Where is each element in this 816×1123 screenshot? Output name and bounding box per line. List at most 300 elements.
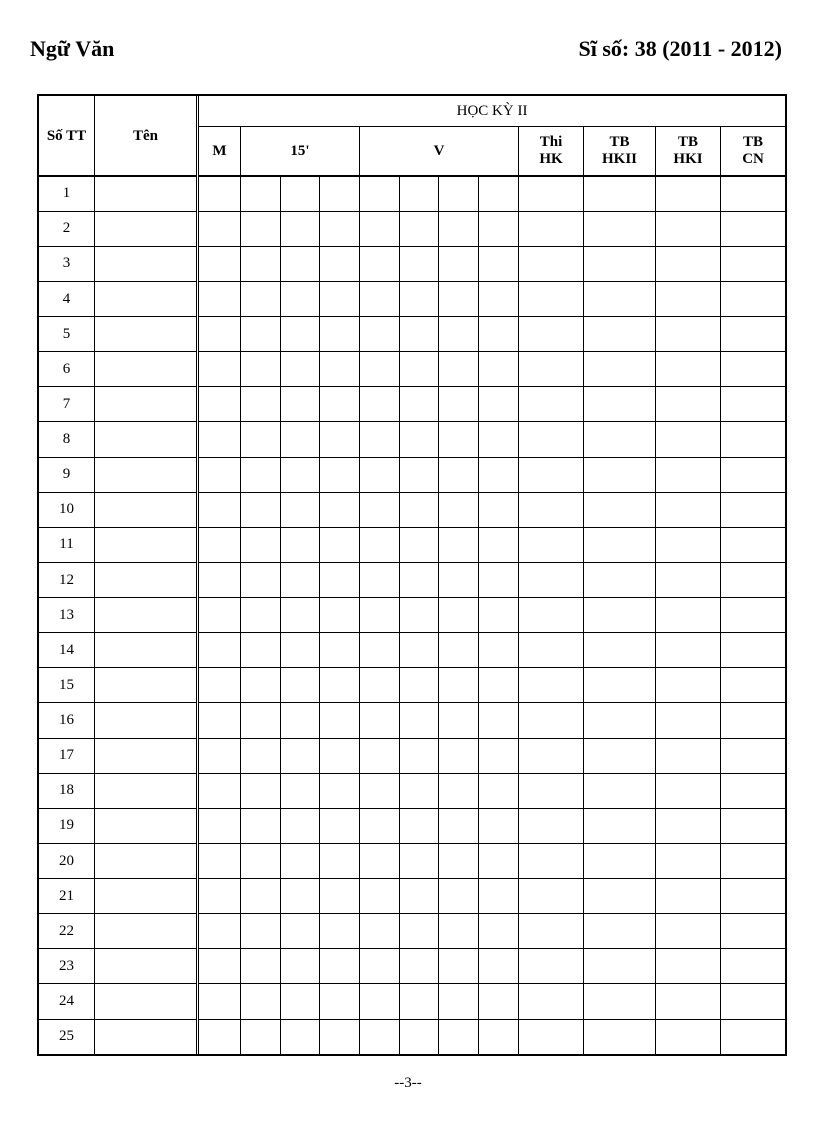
grade-cell — [198, 984, 241, 1019]
grade-cell — [400, 598, 439, 633]
table-row — [39, 317, 786, 352]
table-row — [39, 738, 786, 773]
grade-cell — [360, 387, 400, 422]
grade-cell — [400, 914, 439, 949]
grade-cell — [281, 527, 320, 562]
grade-cell — [439, 176, 479, 211]
grade-cell — [241, 843, 281, 878]
row-number: 15 — [39, 668, 95, 703]
grade-cell — [439, 492, 479, 527]
grade-cell — [439, 914, 479, 949]
grade-cell — [400, 317, 439, 352]
grade-cell — [320, 457, 360, 492]
grade-cell — [360, 422, 400, 457]
row-number: 11 — [39, 527, 95, 562]
grade-cell — [400, 668, 439, 703]
grade-cell — [320, 738, 360, 773]
grade-cell — [479, 211, 519, 246]
grade-cell — [519, 879, 584, 914]
grade-cell — [198, 352, 241, 387]
row-number: 6 — [39, 352, 95, 387]
grade-cell — [479, 633, 519, 668]
grade-cell — [721, 387, 786, 422]
grade-cell — [584, 949, 656, 984]
grade-cell — [584, 352, 656, 387]
grade-cell — [241, 387, 281, 422]
grade-cell — [320, 949, 360, 984]
name-cell — [95, 422, 198, 457]
col-tb-cn-line2: CN — [742, 151, 764, 168]
grade-cell — [198, 808, 241, 843]
col-tb-hkii-line1: TB — [609, 134, 630, 151]
grade-cell — [584, 738, 656, 773]
grade-cell — [479, 703, 519, 738]
grade-cell — [519, 211, 584, 246]
grade-cell — [281, 598, 320, 633]
grade-cell — [519, 527, 584, 562]
grade-cell — [281, 668, 320, 703]
grade-cell — [479, 773, 519, 808]
row-number: 12 — [39, 562, 95, 597]
grade-cell — [439, 562, 479, 597]
name-cell — [95, 668, 198, 703]
table-row — [39, 633, 786, 668]
grade-cell — [519, 598, 584, 633]
grade-cell — [721, 176, 786, 211]
grade-cell — [400, 633, 439, 668]
grade-cell — [281, 914, 320, 949]
grade-cell — [721, 527, 786, 562]
grade-cell — [584, 281, 656, 316]
grade-cell — [479, 668, 519, 703]
grade-cell — [584, 879, 656, 914]
grade-cell — [241, 633, 281, 668]
grade-cell — [281, 422, 320, 457]
table-row — [39, 984, 786, 1019]
grade-cell — [360, 527, 400, 562]
grade-cell — [241, 738, 281, 773]
grade-cell — [360, 562, 400, 597]
page-number: --3-- — [394, 1075, 422, 1091]
row-number: 8 — [39, 422, 95, 457]
name-cell — [95, 387, 198, 422]
grade-cell — [320, 281, 360, 316]
grade-table — [38, 95, 786, 1055]
row-number: 7 — [39, 387, 95, 422]
grade-cell — [721, 984, 786, 1019]
grade-cell — [400, 387, 439, 422]
grade-cell — [656, 422, 721, 457]
grade-cell — [584, 527, 656, 562]
grade-cell — [400, 457, 439, 492]
grade-cell — [519, 562, 584, 597]
grade-cell — [721, 492, 786, 527]
grade-cell — [198, 843, 241, 878]
grade-cell — [241, 879, 281, 914]
grade-cell — [479, 1019, 519, 1054]
table-row — [39, 387, 786, 422]
grade-cell — [360, 738, 400, 773]
grade-cell — [241, 949, 281, 984]
grade-cell — [198, 246, 241, 281]
name-cell — [95, 703, 198, 738]
grade-cell — [241, 422, 281, 457]
grade-cell — [320, 633, 360, 668]
grade-cell — [241, 598, 281, 633]
grade-cell — [479, 808, 519, 843]
col-tb-hkii-header — [584, 127, 656, 177]
row-number: 13 — [39, 598, 95, 633]
grade-cell — [584, 598, 656, 633]
grade-cell — [479, 562, 519, 597]
grade-cell — [584, 703, 656, 738]
col-tb-hki-header — [656, 127, 721, 177]
grade-cell — [479, 492, 519, 527]
grade-cell — [656, 633, 721, 668]
grade-cell — [656, 387, 721, 422]
grade-cell — [584, 843, 656, 878]
grade-cell — [360, 808, 400, 843]
grade-cell — [584, 457, 656, 492]
grade-cell — [584, 246, 656, 281]
grade-cell — [400, 527, 439, 562]
table-row — [39, 246, 786, 281]
grade-cell — [584, 1019, 656, 1054]
name-cell — [95, 633, 198, 668]
grade-cell — [241, 211, 281, 246]
grade-cell — [584, 984, 656, 1019]
grade-cell — [479, 914, 519, 949]
grade-cell — [584, 492, 656, 527]
grade-cell — [198, 492, 241, 527]
grade-cell — [479, 984, 519, 1019]
grade-cell — [281, 352, 320, 387]
grade-cell — [360, 703, 400, 738]
table-row — [39, 422, 786, 457]
grade-cell — [721, 738, 786, 773]
grade-cell — [721, 843, 786, 878]
grade-cell — [439, 422, 479, 457]
grade-cell — [281, 281, 320, 316]
grade-cell — [519, 703, 584, 738]
grade-cell — [281, 984, 320, 1019]
grade-cell — [656, 281, 721, 316]
grade-cell — [281, 949, 320, 984]
grade-cell — [198, 211, 241, 246]
table-row — [39, 703, 786, 738]
row-number: 16 — [39, 703, 95, 738]
grade-cell — [721, 281, 786, 316]
grade-cell — [360, 773, 400, 808]
grade-cell — [519, 949, 584, 984]
grade-cell — [721, 808, 786, 843]
row-number: 2 — [39, 211, 95, 246]
grade-cell — [584, 914, 656, 949]
grade-cell — [320, 843, 360, 878]
grade-cell — [519, 457, 584, 492]
grade-cell — [198, 422, 241, 457]
table-row — [39, 527, 786, 562]
grade-cell — [241, 352, 281, 387]
grade-cell — [439, 808, 479, 843]
grade-cell — [360, 457, 400, 492]
grade-cell — [241, 317, 281, 352]
grade-cell — [519, 914, 584, 949]
grade-cell — [479, 879, 519, 914]
grade-cell — [479, 598, 519, 633]
name-cell — [95, 949, 198, 984]
grade-cell — [656, 176, 721, 211]
grade-cell — [656, 914, 721, 949]
grade-cell — [519, 1019, 584, 1054]
name-cell — [95, 281, 198, 316]
grade-cell — [439, 703, 479, 738]
grade-cell — [400, 352, 439, 387]
grade-cell — [721, 598, 786, 633]
grade-cell — [320, 879, 360, 914]
grade-cell — [519, 317, 584, 352]
grade-cell — [320, 387, 360, 422]
grade-cell — [439, 317, 479, 352]
grade-cell — [241, 808, 281, 843]
grade-cell — [320, 492, 360, 527]
name-cell — [95, 879, 198, 914]
grade-cell — [198, 668, 241, 703]
grade-cell — [241, 176, 281, 211]
grade-cell — [241, 703, 281, 738]
grade-cell — [360, 211, 400, 246]
grade-cell — [519, 387, 584, 422]
grade-cell — [439, 211, 479, 246]
grade-cell — [479, 281, 519, 316]
grade-cell — [721, 633, 786, 668]
col-m-header: M — [198, 127, 241, 177]
grade-cell — [656, 984, 721, 1019]
table-row — [39, 598, 786, 633]
grade-cell — [721, 422, 786, 457]
grade-cell — [400, 211, 439, 246]
grade-cell — [439, 843, 479, 878]
grade-cell — [320, 808, 360, 843]
grade-cell — [241, 527, 281, 562]
grade-cell — [479, 387, 519, 422]
grade-cell — [584, 317, 656, 352]
col-tb-hki-line1: TB — [677, 134, 698, 151]
grade-cell — [439, 949, 479, 984]
grade-cell — [198, 527, 241, 562]
grade-cell — [439, 668, 479, 703]
name-cell — [95, 843, 198, 878]
grade-cell — [439, 1019, 479, 1054]
grade-cell — [584, 808, 656, 843]
grade-cell — [656, 492, 721, 527]
grade-cell — [479, 843, 519, 878]
grade-cell — [479, 457, 519, 492]
grade-cell — [656, 773, 721, 808]
grade-cell — [656, 879, 721, 914]
grade-cell — [241, 984, 281, 1019]
grade-cell — [400, 422, 439, 457]
grade-cell — [721, 211, 786, 246]
col-15-header: 15' — [241, 127, 360, 177]
row-number: 22 — [39, 914, 95, 949]
grade-cell — [241, 1019, 281, 1054]
grade-cell — [656, 668, 721, 703]
grade-cell — [519, 984, 584, 1019]
grade-cell — [656, 527, 721, 562]
grade-cell — [519, 422, 584, 457]
name-cell — [95, 176, 198, 211]
grade-cell — [400, 492, 439, 527]
grade-cell — [320, 703, 360, 738]
row-number: 4 — [39, 281, 95, 316]
grade-cell — [198, 914, 241, 949]
grade-cell — [721, 317, 786, 352]
grade-cell — [241, 281, 281, 316]
grade-cell — [400, 246, 439, 281]
grade-cell — [320, 422, 360, 457]
row-number: 20 — [39, 843, 95, 878]
grade-cell — [241, 457, 281, 492]
grade-cell — [656, 352, 721, 387]
grade-cell — [439, 984, 479, 1019]
grade-cell — [281, 176, 320, 211]
grade-cell — [281, 633, 320, 668]
grade-cell — [584, 562, 656, 597]
grade-cell — [360, 352, 400, 387]
grade-cell — [360, 281, 400, 316]
name-cell — [95, 808, 198, 843]
grade-cell — [479, 949, 519, 984]
grade-cell — [400, 738, 439, 773]
grade-cell — [198, 176, 241, 211]
row-number: 24 — [39, 984, 95, 1019]
grade-cell — [721, 703, 786, 738]
grade-cell — [320, 984, 360, 1019]
grade-cell — [656, 598, 721, 633]
grade-cell — [241, 668, 281, 703]
subject-title: Ngữ Văn — [30, 36, 115, 61]
grade-cell — [584, 211, 656, 246]
grade-cell — [656, 949, 721, 984]
grade-cell — [656, 808, 721, 843]
grade-cell — [721, 914, 786, 949]
col-thi-hk-line1: Thi — [539, 134, 563, 151]
grade-cell — [721, 246, 786, 281]
grade-cell — [584, 422, 656, 457]
grade-cell — [656, 1019, 721, 1054]
grade-cell — [241, 914, 281, 949]
grade-cell — [281, 457, 320, 492]
grade-cell — [519, 352, 584, 387]
col-thi-hk-line2: HK — [539, 151, 563, 168]
grade-cell — [320, 668, 360, 703]
grade-cell — [281, 808, 320, 843]
grade-cell — [400, 879, 439, 914]
name-cell — [95, 738, 198, 773]
name-cell — [95, 211, 198, 246]
grade-cell — [721, 879, 786, 914]
name-cell — [95, 984, 198, 1019]
class-size-label: Sĩ số: 38 (2011 - 2012) — [578, 36, 782, 61]
grade-cell — [479, 352, 519, 387]
grade-cell — [400, 562, 439, 597]
row-number: 19 — [39, 808, 95, 843]
row-number: 9 — [39, 457, 95, 492]
grade-cell — [198, 633, 241, 668]
grade-cell — [519, 281, 584, 316]
grade-cell — [281, 317, 320, 352]
semester-title: HỌC KỲ II — [198, 96, 786, 127]
grade-cell — [281, 562, 320, 597]
grade-cell — [320, 211, 360, 246]
grade-cell — [281, 211, 320, 246]
grade-cell — [400, 773, 439, 808]
grade-cell — [281, 738, 320, 773]
grade-cell — [281, 387, 320, 422]
table-row — [39, 668, 786, 703]
grade-cell — [198, 281, 241, 316]
table-row — [39, 843, 786, 878]
table-row — [39, 879, 786, 914]
grade-cell — [360, 633, 400, 668]
grade-cell — [198, 703, 241, 738]
grade-cell — [479, 738, 519, 773]
table-row — [39, 281, 786, 316]
name-cell — [95, 457, 198, 492]
grade-cell — [519, 843, 584, 878]
col-thi-hk-header — [519, 127, 584, 177]
grade-cell — [721, 457, 786, 492]
grade-cell — [400, 843, 439, 878]
header-row-1 — [39, 96, 786, 127]
table-row — [39, 914, 786, 949]
grade-cell — [400, 176, 439, 211]
grade-cell — [721, 562, 786, 597]
grade-cell — [439, 527, 479, 562]
row-number: 14 — [39, 633, 95, 668]
grade-cell — [519, 492, 584, 527]
grade-cell — [320, 317, 360, 352]
col-tb-hkii-line2: HKII — [601, 151, 637, 168]
col-tb-cn-line1: TB — [743, 134, 764, 151]
grade-cell — [721, 773, 786, 808]
table-row — [39, 352, 786, 387]
grade-cell — [281, 492, 320, 527]
grade-cell — [439, 598, 479, 633]
table-row — [39, 1019, 786, 1054]
grade-cell — [479, 317, 519, 352]
col-v-header: V — [360, 127, 519, 177]
table-row — [39, 457, 786, 492]
name-cell — [95, 317, 198, 352]
grade-cell — [198, 1019, 241, 1054]
grade-cell — [439, 387, 479, 422]
row-number: 21 — [39, 879, 95, 914]
grade-cell — [360, 1019, 400, 1054]
col-stt-header: Số TT — [39, 96, 95, 177]
grade-cell — [439, 879, 479, 914]
grade-cell — [439, 633, 479, 668]
grade-cell — [479, 422, 519, 457]
grade-cell — [360, 843, 400, 878]
table-row — [39, 176, 786, 211]
grade-cell — [439, 773, 479, 808]
grade-cell — [519, 773, 584, 808]
grade-cell — [584, 387, 656, 422]
row-number: 18 — [39, 773, 95, 808]
col-tb-hki-line2: HKI — [673, 151, 703, 168]
